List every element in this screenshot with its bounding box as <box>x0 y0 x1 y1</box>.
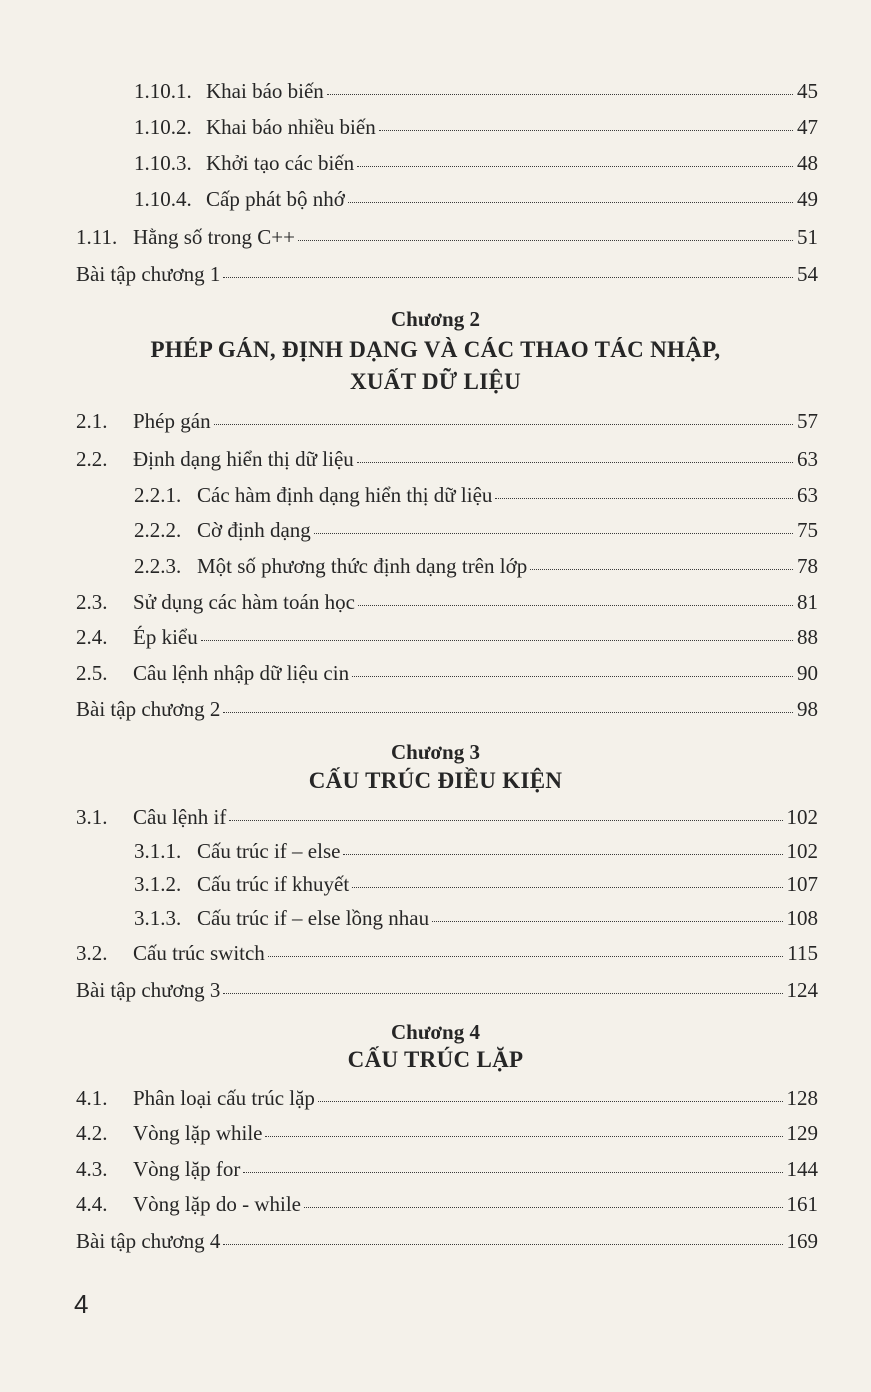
entry-page: 51 <box>797 225 818 249</box>
entry-title: Cờ định dạng <box>197 518 311 542</box>
dot-leader <box>530 569 793 570</box>
toc-entry <box>134 553 818 579</box>
entry-number: 2.4. <box>76 625 108 649</box>
entry-title: Cấu trúc switch <box>133 941 265 965</box>
entry-page: 48 <box>797 151 818 175</box>
dot-leader <box>268 956 783 957</box>
dot-leader <box>357 166 793 167</box>
page-number: 4 <box>74 1289 89 1319</box>
entry-page: 169 <box>786 1229 818 1253</box>
entry-page: 81 <box>797 590 818 614</box>
entry-page: 102 <box>786 839 818 863</box>
toc-entry <box>76 589 818 615</box>
entry-page: 115 <box>787 941 818 965</box>
chapter-label: Chương 2 <box>390 307 480 331</box>
entry-page: 63 <box>797 447 818 471</box>
toc-entry <box>134 482 818 508</box>
toc-entry <box>76 1191 818 1217</box>
entry-number: 4.3. <box>76 1157 108 1181</box>
toc-entry <box>134 838 818 864</box>
chapter-title: XUẤT DỮ LIỆU <box>349 369 521 394</box>
chapter-title: CẤU TRÚC LẶP <box>347 1047 524 1072</box>
dot-leader <box>348 202 793 203</box>
toc-entry <box>76 696 818 722</box>
dot-leader <box>379 130 793 131</box>
dot-leader <box>304 1207 783 1208</box>
entry-title: Cấu trúc if khuyết <box>197 872 350 896</box>
entry-number: 1.10.4. <box>134 187 192 211</box>
toc-entry <box>134 905 818 931</box>
dot-leader <box>343 854 782 855</box>
dot-leader <box>243 1172 782 1173</box>
toc-entry <box>76 1085 818 1111</box>
dot-leader <box>358 605 793 606</box>
entry-number: 3.1.1. <box>134 839 182 863</box>
entry-number: 2.2.3. <box>134 554 182 578</box>
entry-page: 144 <box>786 1157 818 1181</box>
entry-number: 2.2.2. <box>134 518 182 542</box>
toc-entry <box>134 150 818 176</box>
entry-page: 124 <box>786 978 818 1002</box>
dot-leader <box>223 712 793 713</box>
entry-page: 63 <box>797 483 818 507</box>
entry-title: Vòng lặp do - while <box>133 1192 301 1216</box>
entry-number: 4.4. <box>76 1192 108 1216</box>
toc-entry <box>134 78 818 104</box>
dot-leader <box>229 820 782 821</box>
entry-page: 49 <box>797 187 818 211</box>
dot-leader <box>201 640 793 641</box>
entry-number: 4.2. <box>76 1121 108 1145</box>
entry-title: Khai báo biến <box>206 79 324 103</box>
entry-page: 90 <box>797 661 818 685</box>
chapter-label: Chương 4 <box>390 1020 480 1044</box>
dot-leader <box>223 277 793 278</box>
entry-title: Bài tập chương 3 <box>76 978 221 1002</box>
toc-entry <box>134 186 818 212</box>
entry-page: 129 <box>786 1121 818 1145</box>
toc-entry <box>134 114 818 140</box>
entry-page: 75 <box>797 518 818 542</box>
entry-page: 47 <box>797 115 818 139</box>
entry-title: Vòng lặp while <box>133 1121 263 1145</box>
entry-title: Khai báo nhiều biến <box>206 115 376 139</box>
entry-page: 57 <box>797 409 818 433</box>
entry-number: 3.1.3. <box>134 906 182 930</box>
entry-page: 128 <box>786 1086 818 1110</box>
dot-leader <box>495 498 793 499</box>
toc-entry <box>76 804 818 830</box>
entry-number: 1.10.1. <box>134 79 192 103</box>
entry-title: Câu lệnh if <box>133 805 227 829</box>
dot-leader <box>298 240 793 241</box>
entry-title: Bài tập chương 4 <box>76 1229 221 1253</box>
toc-entry <box>134 517 818 543</box>
entry-page: 88 <box>797 625 818 649</box>
dot-leader <box>352 676 793 677</box>
entry-number: 4.1. <box>76 1086 108 1110</box>
entry-number: 1.10.3. <box>134 151 192 175</box>
toc-entry <box>76 624 818 650</box>
dot-leader <box>265 1136 782 1137</box>
entry-title: Phép gán <box>133 409 211 433</box>
entry-title: Phân loại cấu trúc lặp <box>133 1086 315 1110</box>
entry-page: 78 <box>797 554 818 578</box>
toc-entry <box>76 1228 818 1254</box>
entry-number: 2.5. <box>76 661 108 685</box>
dot-leader <box>327 94 793 95</box>
entry-title: Sử dụng các hàm toán học <box>133 590 355 614</box>
entry-title: Các hàm định dạng hiển thị dữ liệu <box>197 483 493 507</box>
chapter-title: CẤU TRÚC ĐIỀU KIỆN <box>308 768 563 793</box>
toc-entry <box>76 1156 818 1182</box>
entry-title: Câu lệnh nhập dữ liệu cin <box>133 661 350 685</box>
dot-leader <box>214 424 793 425</box>
entry-number: 3.1. <box>76 805 108 829</box>
entry-title: Cấu trúc if – else lồng nhau <box>197 906 430 930</box>
entry-title: Bài tập chương 1 <box>76 262 221 286</box>
dot-leader <box>314 533 793 534</box>
entry-title: Định dạng hiển thị dữ liệu <box>133 447 354 471</box>
dot-leader <box>223 993 782 994</box>
entry-number: 3.2. <box>76 941 108 965</box>
chapter-label: Chương 3 <box>390 740 480 764</box>
dot-leader <box>318 1101 783 1102</box>
entry-page: 45 <box>797 79 818 103</box>
entry-number: 1.11. <box>76 225 118 249</box>
entry-number: 1.10.2. <box>134 115 192 139</box>
dot-leader <box>223 1244 782 1245</box>
entry-number: 2.2.1. <box>134 483 182 507</box>
entry-page: 102 <box>786 805 818 829</box>
entry-title: Cấp phát bộ nhớ <box>206 187 345 211</box>
entry-title: Ép kiểu <box>133 625 198 649</box>
toc-entry <box>76 224 818 250</box>
entry-number: 2.2. <box>76 447 108 471</box>
entry-title: Hằng số trong C++ <box>133 225 295 249</box>
toc-entry <box>134 871 818 897</box>
toc-entry <box>76 446 818 472</box>
entry-number: 2.1. <box>76 409 108 433</box>
entry-page: 98 <box>797 697 818 721</box>
toc-entry <box>76 1120 818 1146</box>
dot-leader <box>432 921 782 922</box>
chapter-title: PHÉP GÁN, ĐỊNH DẠNG VÀ CÁC THAO TÁC NHẬP, <box>150 337 721 362</box>
entry-page: 54 <box>797 262 818 286</box>
entry-title: Cấu trúc if – else <box>197 839 341 863</box>
toc-entry <box>76 660 818 686</box>
entry-number: 2.3. <box>76 590 108 614</box>
entry-number: 3.1.2. <box>134 872 182 896</box>
entry-page: 107 <box>786 872 818 896</box>
dot-leader <box>352 887 782 888</box>
toc-entry <box>76 940 818 966</box>
entry-title: Khởi tạo các biến <box>206 151 355 175</box>
entry-title: Một số phương thức định dạng trên lớp <box>197 554 528 578</box>
toc-entry <box>76 408 818 434</box>
toc-entry <box>76 977 818 1003</box>
entry-title: Vòng lặp for <box>133 1157 241 1181</box>
entry-page: 161 <box>786 1192 818 1216</box>
entry-title: Bài tập chương 2 <box>76 697 221 721</box>
dot-leader <box>357 462 793 463</box>
toc-entry <box>76 261 818 287</box>
entry-page: 108 <box>786 906 818 930</box>
